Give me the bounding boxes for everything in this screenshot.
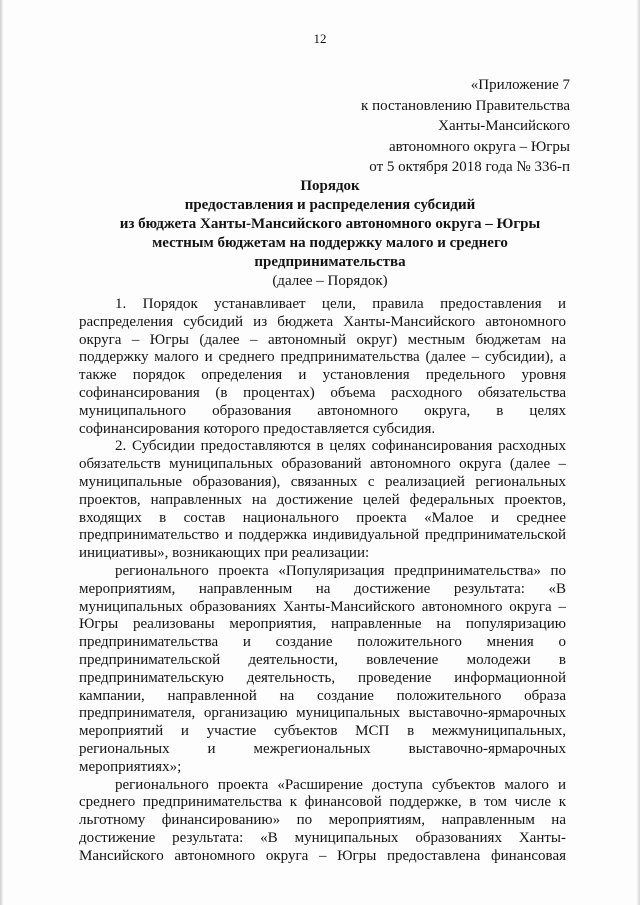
page-number: 12: [313, 31, 327, 46]
paragraph-1: 1. Порядок устанавливает цели, правила предоставления и распределения субсидий из бюджета Ханты-Мансийского автономного округа – Югры (далее – автономный округ) местным бюджетам на поддержку малого и среднего предпринимательства (далее – субсидии), а также порядок определения и установления предельного уровня софинансирования (в процентах) объема расходного обязательства муниципального образования автономного округа, в целях софинансирования которого предоставляется субсидия.: [79, 296, 566, 437]
appendix-line: к постановлению Правительства: [361, 97, 570, 114]
appendix-line: «Приложение 7: [470, 77, 570, 93]
paragraph-2: 2. Субсидии предоставляются в целях софинансирования расходных обязательств муниципальных образований автономного округа (далее – муниципальные образования), связанных с реализацией региональных проектов, направленных на достижение целей федеральных проектов, входящих в состав национального проекта «Малое и среднее предпринимательство и поддержка индивидуальной предпринимательской инициативы», возникающих при реализации:: [79, 438, 566, 562]
document-title: [80, 177, 580, 291]
title-heading: Порядок: [300, 178, 360, 194]
title-line: из бюджета Ханты-Мансийского автономного округа – Югры: [119, 216, 541, 232]
document-body: [79, 296, 566, 866]
appendix-header: [270, 75, 570, 178]
title-line: предоставления и распределения субсидий: [184, 197, 476, 213]
paragraph-4: регионального проекта «Расширение доступа субъектов малого и среднего предпринимательства к финансовой поддержке, в том числе к льготному финансированию» по мероприятиям, направленным на достижение результата: «В муниципальных образованиях Ханты-Мансийского автономного округа – Югры предоставлена финансовая: [79, 776, 566, 864]
appendix-line: Ханты-Мансийского: [438, 118, 570, 134]
title-note: (далее – Порядок): [272, 273, 388, 289]
appendix-line: автономного округа – Югры: [388, 138, 570, 155]
paragraph-3: регионального проекта «Популяризация предпринимательства» по мероприятиям, направленным на достижение результата: «В муниципальных образованиях Ханты-Мансийского автономного округа – Югры реализованы мероприятия, направленные на популяризацию предпринимательства и создание положительного мнения о предпринимательской деятельности, вовлечение молодежи в предпринимательскую деятельность, проведение информационной кампании, направленной на создание положительного образа предпринимателя, организацию муниципальных выставочно-ярмарочных мероприятий и участие субъектов МСП в межмуниципальных, региональных и межрегиональных выставочно-ярмарочных мероприятиях»;: [79, 562, 566, 775]
title-line: местным бюджетам на поддержку малого и среднего: [152, 235, 508, 251]
title-line: предпринимательства: [254, 254, 406, 270]
appendix-line: от 5 октября 2018 года № 336-п: [369, 159, 570, 175]
scan-edge-left: [0, 0, 3, 905]
